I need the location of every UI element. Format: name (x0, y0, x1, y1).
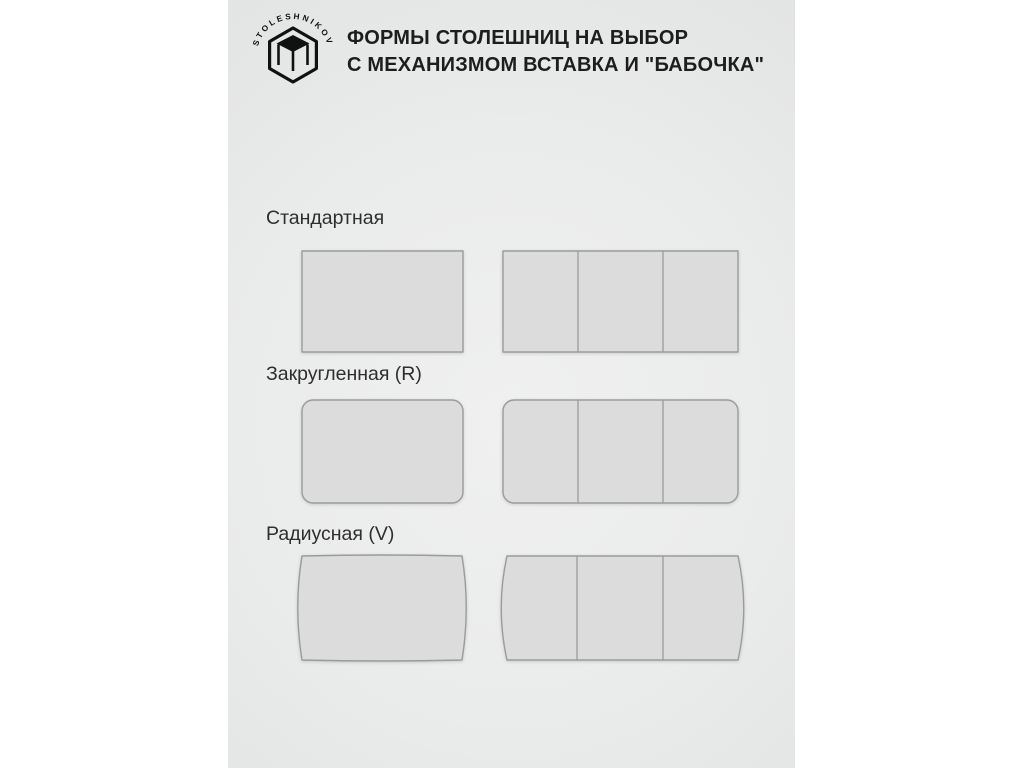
row-label-rounded: Закругленная (R) (266, 363, 422, 385)
brand-arc-text: STOLESHNIKOV (251, 11, 335, 48)
title-line-2: С МЕХАНИЗМОМ ВСТАВКА И "БАБОЧКА" (347, 54, 765, 76)
hexagon-table-logo-icon (249, 5, 337, 89)
rounded-shape-closed (301, 399, 464, 504)
poster-title (347, 25, 764, 79)
radius-shape-closed (295, 553, 469, 663)
brand-logo (249, 5, 337, 89)
radius-shape-extended-with-insert (498, 553, 747, 663)
title-line-1: ФОРМЫ СТОЛЕШНИЦ НА ВЫБОР (347, 27, 689, 49)
poster-canvas (228, 0, 795, 768)
row-label-radius: Радиусная (V) (266, 523, 395, 545)
rounded-shape-extended-with-insert (502, 399, 739, 504)
standard-shape-closed (301, 250, 464, 353)
table-top-icon (277, 35, 310, 52)
standard-shape-extended-with-insert (502, 250, 739, 353)
row-label-standard: Стандартная (266, 207, 385, 229)
